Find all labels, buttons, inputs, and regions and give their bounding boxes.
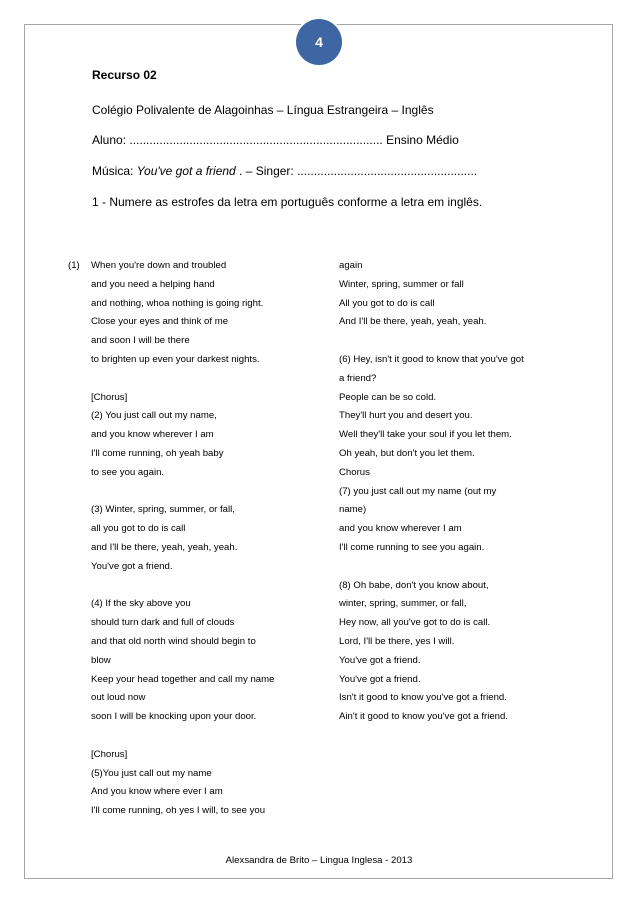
lyric-line: soon I will be knocking upon your door.: [91, 711, 257, 723]
lyric-line: and you know wherever I am: [339, 523, 462, 535]
lyric-line: (3) Winter, spring, summer, or fall,: [91, 504, 235, 516]
lyric-line: Winter, spring, summer or fall: [339, 278, 464, 290]
lyric-line: (5)You just call out my name: [91, 767, 212, 779]
lyric-line: and nothing, whoa nothing is going right.: [91, 297, 264, 309]
lyric-line: Ain't it good to know you've got a friend.: [339, 711, 508, 723]
lyric-line: Chorus: [339, 466, 370, 478]
lyric-line: again: [339, 260, 363, 271]
lyric-line: all you got to do is call: [91, 523, 186, 535]
lyric-line: out loud now: [91, 692, 146, 704]
lyric-line: Hey now, all you've got to do is call.: [339, 617, 491, 629]
page-footer: Alexsandra de Brito – Lingua Inglesa - 2013: [225, 855, 413, 866]
lyric-line: [339, 558, 524, 577]
resource-title: Recurso 02: [92, 68, 157, 82]
lyric-line: And you know where ever I am: [91, 786, 223, 798]
lyric-line: blow: [91, 654, 111, 666]
lyric-line: name): [339, 504, 367, 516]
lyric-line: All you got to do is call: [339, 297, 435, 309]
lyric-line: Isn't it good to know you've got a friend.: [339, 692, 507, 704]
lyric-line: [91, 727, 274, 746]
stanza-marker-1: (1): [68, 260, 80, 271]
lyrics-left-column: [91, 257, 274, 821]
music-line: [92, 164, 477, 178]
lyric-line: to see you again.: [91, 466, 165, 478]
lyric-line: [339, 332, 524, 351]
school-line: Colégio Polivalente de Alagoinhas – Língua Estrangeira – Inglês: [92, 103, 434, 117]
lyric-line: You've got a friend.: [339, 654, 421, 666]
lyric-line: a friend?: [339, 372, 377, 384]
lyric-line: [91, 483, 274, 502]
lyric-line: [91, 577, 274, 596]
lyric-line: and that old north wind should begin to: [91, 635, 256, 647]
lyric-line: [Chorus]: [91, 391, 128, 403]
lyric-line: [91, 370, 274, 389]
instruction-line: 1 - Numere as estrofes da letra em português conforme a letra em inglês.: [92, 195, 483, 209]
page-number-badge: 4: [296, 19, 342, 65]
lyric-line: to brighten up even your darkest nights.: [91, 353, 260, 365]
lyric-line: I'll come running, oh yeah baby: [91, 447, 224, 459]
lyric-line: winter, spring, summer, or fall,: [339, 598, 467, 610]
lyric-line: And I'll be there, yeah, yeah, yeah.: [339, 316, 487, 328]
lyric-line: You've got a friend.: [339, 673, 421, 685]
student-line: Aluno: ............................................................................ Ensino Médio: [92, 133, 459, 147]
lyric-line: and soon I will be there: [91, 335, 190, 347]
music-title: You've got a friend: [136, 164, 236, 178]
lyric-line: Keep your head together and call my name: [91, 673, 275, 685]
lyrics-right-column: [339, 257, 524, 727]
lyric-line: and you need a helping hand: [91, 278, 215, 290]
lyric-line: [Chorus]: [91, 748, 128, 760]
lyric-line: Oh yeah, but don't you let them.: [339, 447, 475, 459]
lyric-line: (7) you just call out my name (out my: [339, 485, 497, 497]
lyric-line: (6) Hey, isn't it good to know that you've got: [339, 353, 524, 365]
music-prefix: Música:: [92, 164, 137, 178]
lyric-line: (4) If the sky above you: [91, 598, 191, 610]
lyric-line: I'll come running to see you again.: [339, 541, 485, 553]
lyric-line: and I'll be there, yeah, yeah, yeah.: [91, 541, 238, 553]
lyric-line: should turn dark and full of clouds: [91, 617, 235, 629]
lyric-line: Lord, I'll be there, yes I will.: [339, 635, 455, 647]
lyric-line: They'll hurt you and desert you.: [339, 410, 473, 422]
lyric-line: and you know wherever I am: [91, 429, 214, 441]
lyric-line: (8) Oh babe, don't you know about,: [339, 579, 489, 591]
lyric-line: Well they'll take your soul if you let them.: [339, 429, 512, 441]
music-suffix: . – Singer: ......................................................: [235, 164, 478, 178]
lyric-line: When you're down and troubled: [91, 260, 227, 271]
lyric-line: I'll come running, oh yes I will, to see you: [91, 805, 266, 817]
lyric-line: People can be so cold.: [339, 391, 437, 403]
lyric-line: You've got a friend.: [91, 560, 173, 572]
lyric-line: (2) You just call out my name,: [91, 410, 217, 422]
lyric-line: Close your eyes and think of me: [91, 316, 229, 328]
